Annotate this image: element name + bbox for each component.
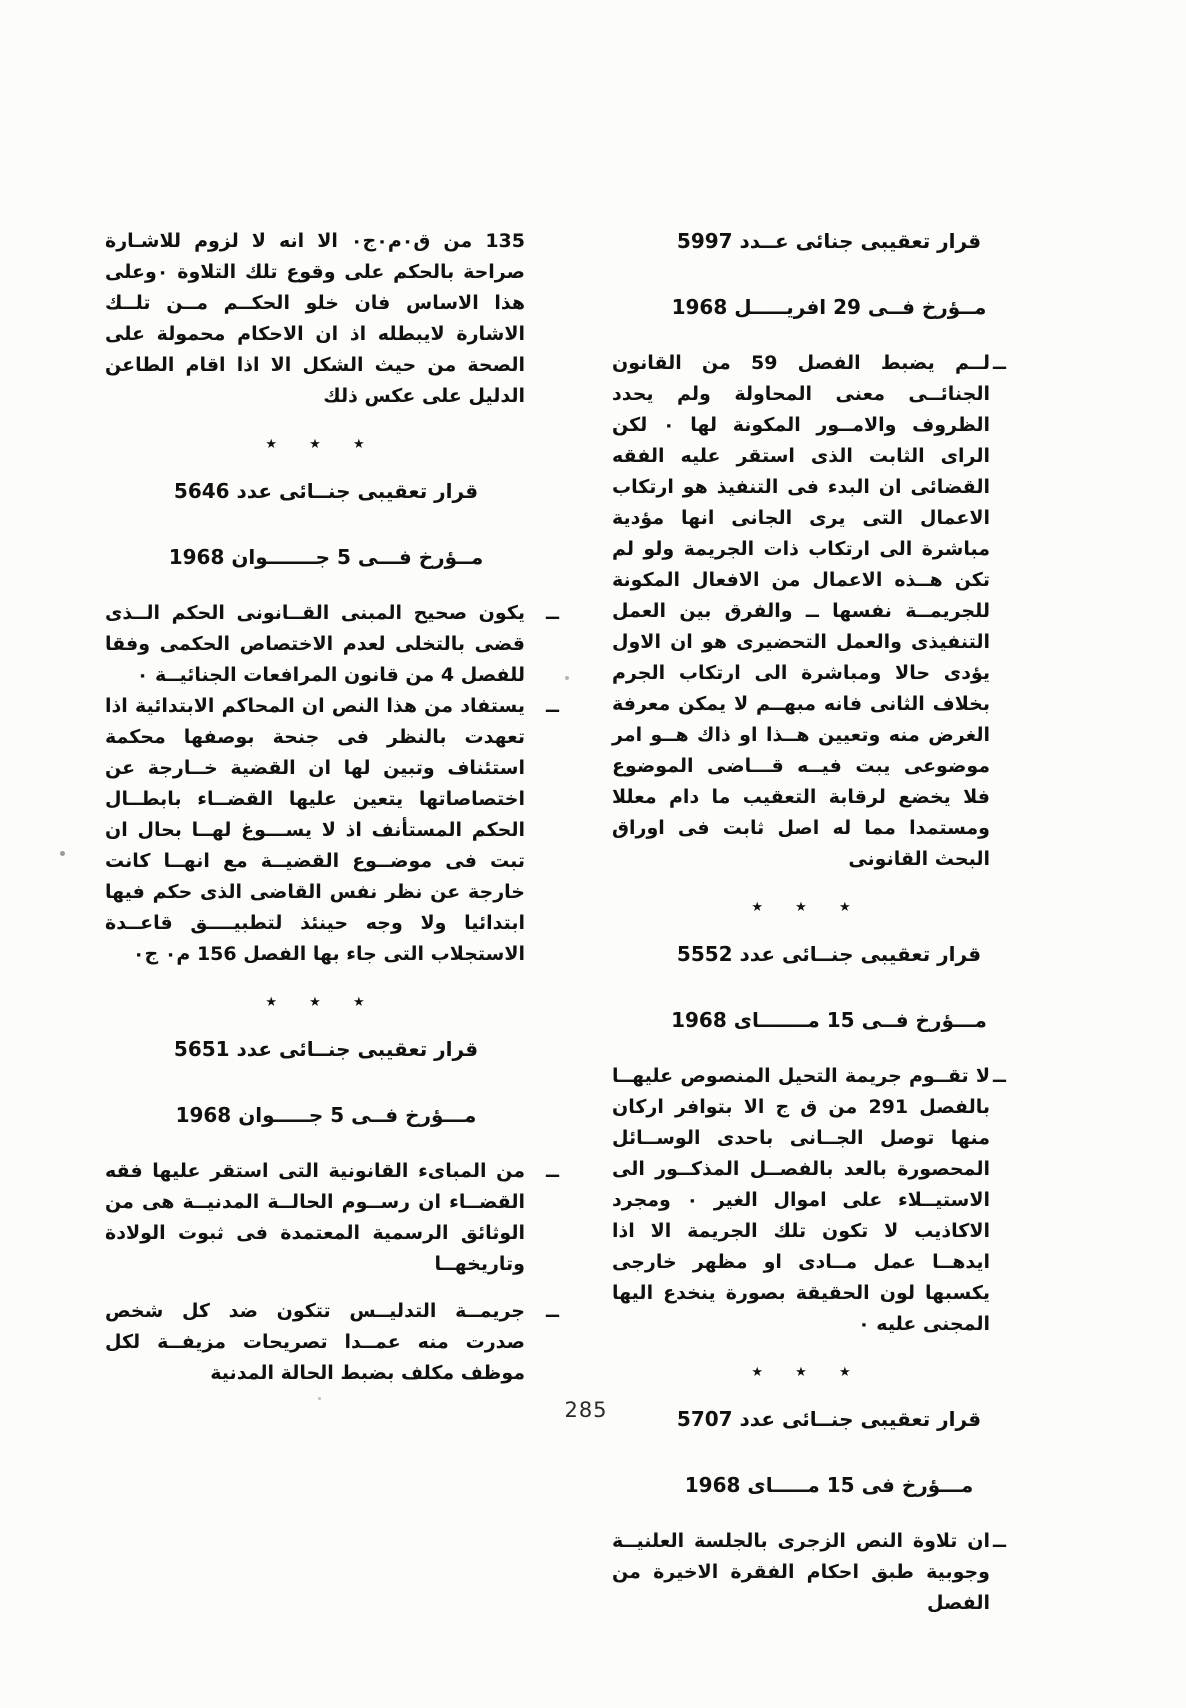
bullet-dash: ــ (546, 1300, 559, 1322)
bullet-dash: ــ (993, 1530, 1006, 1552)
decision-section-5552 (612, 939, 1006, 1340)
bullet-dash: ــ (546, 602, 559, 624)
stars-separator: ★ ★ ★ (265, 437, 379, 452)
decision-paragraph (612, 1526, 1006, 1619)
decision-paragraph (105, 1296, 559, 1389)
bullet-dash: ــ (993, 1065, 1006, 1087)
decision-paragraph (105, 691, 559, 970)
decision-section-5651 (105, 1034, 559, 1389)
bullet-dash: ــ (546, 1160, 559, 1182)
stars-separator: ★ ★ ★ (751, 900, 865, 915)
paper-speck (318, 1397, 321, 1400)
decision-text: من المباىء القانونية التى استقر عليها فقه القضــاء ان رســوم الحالــة المدنيــة هى من الوثائق الرسمية المعتمدة فى ثبوت الولادة وتاريخهــا (105, 1160, 525, 1275)
paper-speck (565, 676, 569, 680)
decision-title: قرار تعقيبى جنــائى عدد 5707 (676, 1407, 982, 1431)
decision-title: قرار تعقيبى جنــائى عدد 5651 (173, 1037, 479, 1061)
decision-title: قرار تعقيبى جنائى عــدد 5997 (676, 229, 982, 253)
decision-text: ان تلاوة النص الزجرى بالجلسة العلنيــة وجوبية طبق احكام الفقرة الاخيرة من الفصل (612, 1530, 990, 1614)
continuation-paragraph: 135 من ق٠م٠ج٠ الا انه لا لزوم للاشـارة صراحة بالحكم على وقوع تلك التلاوة ٠وعلى هذا الاساس فان خلو الحكــم مــن تلــك الاشارة لايبطله اذ ان الاحكام محمولة على الصحة من حيث الشكل الا اذا اقام الطاعن الدليل على عكس ذلك (105, 230, 525, 407)
paper-speck (60, 851, 65, 856)
decision-text: يكون صحيح المبنى القــانونى الحكم الــذى قضى بالتخلى لعدم الاختصاص الحكمى وفقا للفصل 4 من قانون المرافعات الجنائيــة ٠ (105, 602, 525, 686)
stars-separator: ★ ★ ★ (751, 1365, 865, 1380)
right-column (612, 226, 1006, 1619)
decision-date: مـــؤرخ فى 15 مـــــاى 1968 (684, 1473, 974, 1497)
decision-section-5997 (612, 226, 1006, 875)
stars-separator: ★ ★ ★ (265, 995, 379, 1010)
decision-paragraph (612, 1061, 1006, 1340)
decision-text: لا تقــوم جريمة التحيل المنصوص عليهــا بالفصل 291 من ق ج الا بتوافر اركان منها توصل الجــانى باحدى الوســائل المحصورة بالعد بالفصــل المذكــور الى الاستيــلاء على اموال الغير ٠ ومجرد الاكاذيب لا تكون تلك الجريمة الا اذا ايدهــا عمل مــادى او مظهر خارجى يكسبها لون الحقيقة بصورة ينخدع اليها المجنى عليه ٠ (612, 1065, 991, 1335)
decision-date: مـــؤرخ فــى 5 جـــــوان 1968 (175, 1103, 477, 1127)
bullet-dash: ــ (546, 695, 559, 717)
decision-paragraph (612, 348, 1006, 875)
decision-section-5646 (105, 476, 559, 970)
decision-date: مــؤرخ فــى 29 افريـــــل 1968 (671, 295, 987, 319)
decision-paragraph (105, 1156, 559, 1280)
page-number: 285 (564, 1398, 608, 1422)
decision-section-5707 (612, 1404, 1006, 1619)
decision-text: يستفاد من هذا النص ان المحاكم الابتدائية اذا تعهدت بالنظر فى جنحة بوصفها محكمة استئناف وتبين لها ان القضية خــارجة عن اختصاصاتها يتعين عليها القضــاء بابطــال الحكم المستأنف اذ لا يســـوغ لهــا بحال ان تبت فى موضــوع القضيــة مع انهــا كانت خارجة عن نظر نفس القاضى الذى حكم فيها ابتدائيا ولا وجه حينئذ لتطبيــــق قاعــدة الاستجلاب التى جاء بها الفصل 156 م٠ ج٠ (105, 695, 525, 965)
decision-title: قرار تعقيبى جنــائى عدد 5646 (173, 479, 479, 503)
left-column (105, 226, 559, 1389)
bullet-dash: ــ (993, 352, 1006, 374)
decision-text: لــم يضبط الفصل 59 من القانون الجنائــى معنى المحاولة ولم يحدد الظروف والامــور المكونة لها ٠ لكن الراى الثابت الذى استقر عليه الفقه القضائى ان البدء فى التنفيذ هو ارتكاب الاعمال التى يرى الجانى انها مؤدية مباشرة الى ارتكاب ذات الجريمة ولو لم تكن هــذه الاعمال من الافعال المكونة للجريمــة نفسها ــ والفرق بين العمل التنفيذى والعمل التحضيرى هو ان الاول يؤدى حالا ومباشرة الى ارتكاب الجرم بخلاف الثانى فانه مبهــم لا يمكن معرفة الغرض منه وتعيين هــذا او ذاك هــو امر موضوعى يبت فيــه قـــاضى الموضوع فلا يخضع لرقابة التعقيب ما دام معللا ومستمدا مما له اصل ثابت فى اوراق البحث القانونى (612, 352, 991, 870)
decision-paragraph (105, 598, 559, 691)
decision-date: مـــؤرخ فــى 15 مـــــــاى 1968 (671, 1008, 987, 1032)
decision-text: جريمــة التدليــس تتكون ضد كل شخص صدرت منه عمــدا تصريحات مزيفــة لكل موظف مكلف بضبط الحالة المدنية (105, 1300, 525, 1384)
decision-title: قرار تعقيبى جنــائى عدد 5552 (676, 942, 982, 966)
decision-date: مــؤرخ فـــى 5 جـــــــوان 1968 (168, 545, 484, 569)
